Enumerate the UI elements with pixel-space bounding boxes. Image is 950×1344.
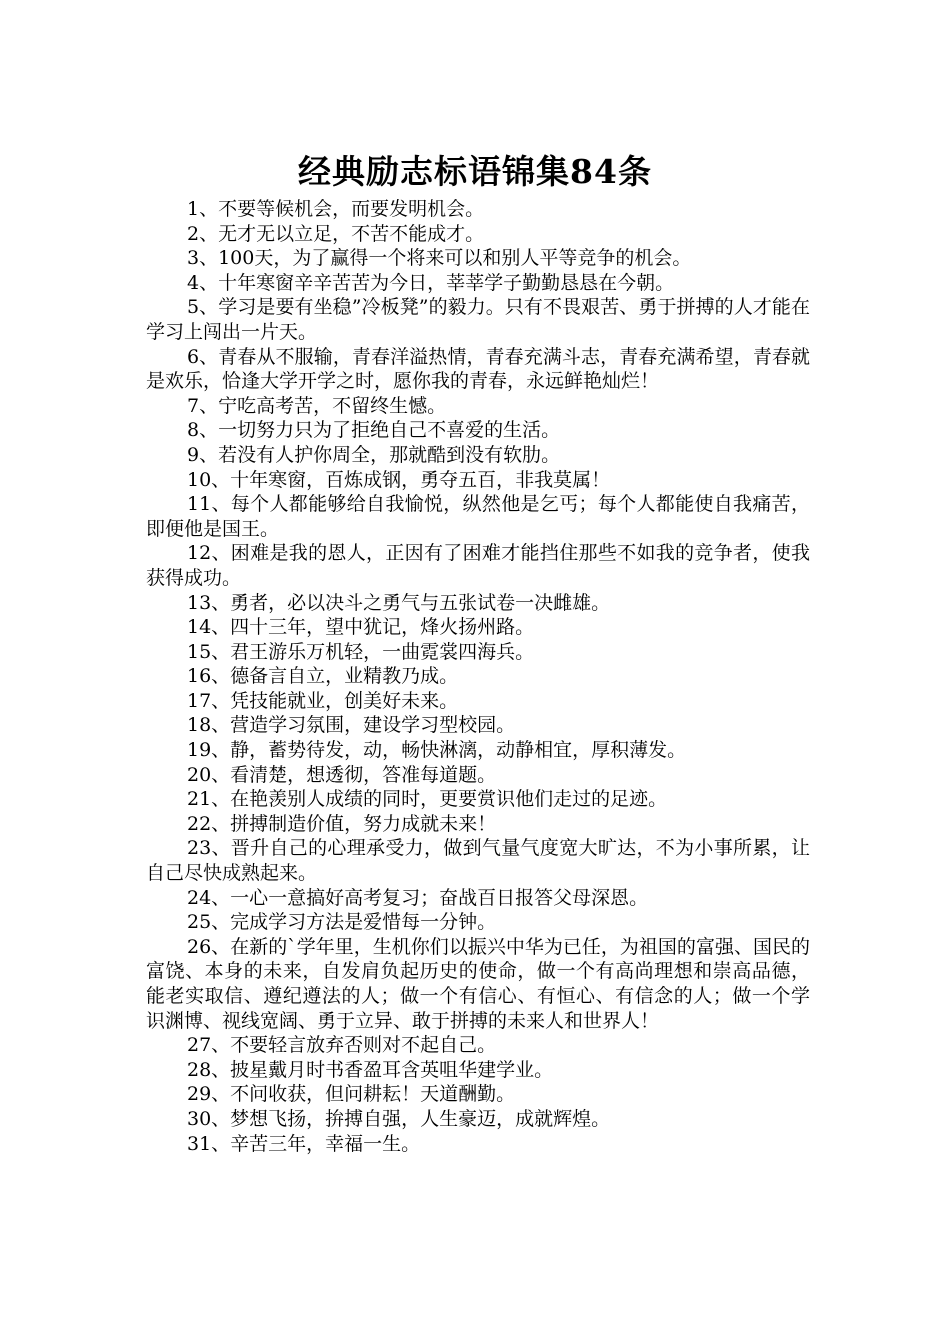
slogan-list [146, 197, 810, 1156]
list-item: 25、完成学习方法是爱惜每一分钟。 [187, 911, 497, 934]
list-item: 18、营造学习氛围，建设学习型校园。 [187, 714, 516, 737]
list-item: 12、困难是我的恩人，正因有了困难才能挡住那些不如我的竞争者，使我获得成功。 [146, 542, 810, 589]
list-item: 13、勇者，必以决斗之勇气与五张试卷一决雌雄。 [187, 591, 611, 614]
list-item: 19、静，蓄势待发，动，畅快淋漓，动静相宜，厚积薄发。 [187, 739, 687, 762]
list-item: 2、无才无以立足，不苦不能成才。 [187, 222, 485, 245]
list-item: 17、凭技能就业，创美好未来。 [187, 689, 459, 712]
list-item: 22、拼搏制造价值，努力成就未来！ [187, 812, 497, 835]
list-item: 26、在新的`学年里，生机你们以振兴中华为已任，为祖国的富强、国民的富饶、本身的未来，自发肩负起历史的使命，做一个有高尚理想和崇高品德，能老实取信、遵纪遵法的人；做一个有信心、有恒心、有信念的人；做一个学识渊博、视线宽阔、勇于立异、敢于拼搏的未来人和世界人！ [146, 935, 810, 1032]
list-item: 11、每个人都能够给自我愉悦，纵然他是乞丐；每个人都能使自我痛苦，即便他是国王。 [146, 493, 810, 540]
list-item: 8、一切努力只为了拒绝自己不喜爱的生活。 [187, 419, 561, 442]
list-item: 3、100天，为了赢得一个将来可以和别人平等竞争的机会。 [187, 247, 692, 270]
list-item: 23、晋升自己的心理承受力，做到气量气度宽大旷达，不为小事所累，让自己尽快成熟起来。 [146, 837, 810, 885]
list-item: 30、梦想飞扬，拚搏自强，人生豪迈，成就辉煌。 [187, 1107, 611, 1130]
list-item: 14、四十三年，望中犹记，烽火扬州路。 [187, 616, 535, 639]
list-item: 15、君王游乐万机轻，一曲霓裳四海兵。 [187, 640, 535, 663]
list-item: 5、学习是要有坐稳”冷板凳”的毅力。只有不畏艰苦、勇于拼搏的人才能在学习上闯出一片天。 [146, 296, 810, 343]
document-title: 经典励志标语锦集84条 [298, 152, 652, 192]
list-item: 21、在艳羡别人成绩的同时，更要赏识他们走过的足迹。 [187, 788, 668, 811]
list-item: 1、不要等候机会，而要发明机会。 [187, 198, 485, 220]
list-item: 28、披星戴月时书香盈耳含英咀华建学业。 [187, 1058, 554, 1081]
list-item: 20、看清楚，想透彻，答准每道题。 [187, 763, 497, 786]
list-item: 16、德备言自立，业精教乃成。 [187, 665, 459, 688]
list-item: 31、辛苦三年，幸福一生。 [187, 1132, 421, 1155]
list-item: 27、不要轻言放弃否则对不起自己。 [187, 1034, 497, 1057]
list-item: 10、十年寒窗，百炼成钢，勇夺五百，非我莫属！ [187, 468, 611, 491]
list-item: 7、宁吃高考苦，不留终生憾。 [187, 394, 447, 417]
list-item: 24、一心一意搞好高考复习；奋战百日报答父母深恩。 [187, 886, 649, 909]
list-item: 9、若没有人护你周全，那就酷到没有软肋。 [187, 443, 561, 466]
list-item: 6、青春从不服输，青春洋溢热情，青春充满斗志，青春充满希望，青春就是欢乐，恰逢大学开学之时，愿你我的青春，永远鲜艳灿烂！ [146, 345, 810, 393]
list-item: 29、不问收获，但问耕耘！天道酬勤。 [187, 1083, 516, 1106]
list-item: 4、十年寒窗辛辛苦苦为今日，莘莘学子勤勤恳恳在今朝。 [187, 271, 675, 294]
